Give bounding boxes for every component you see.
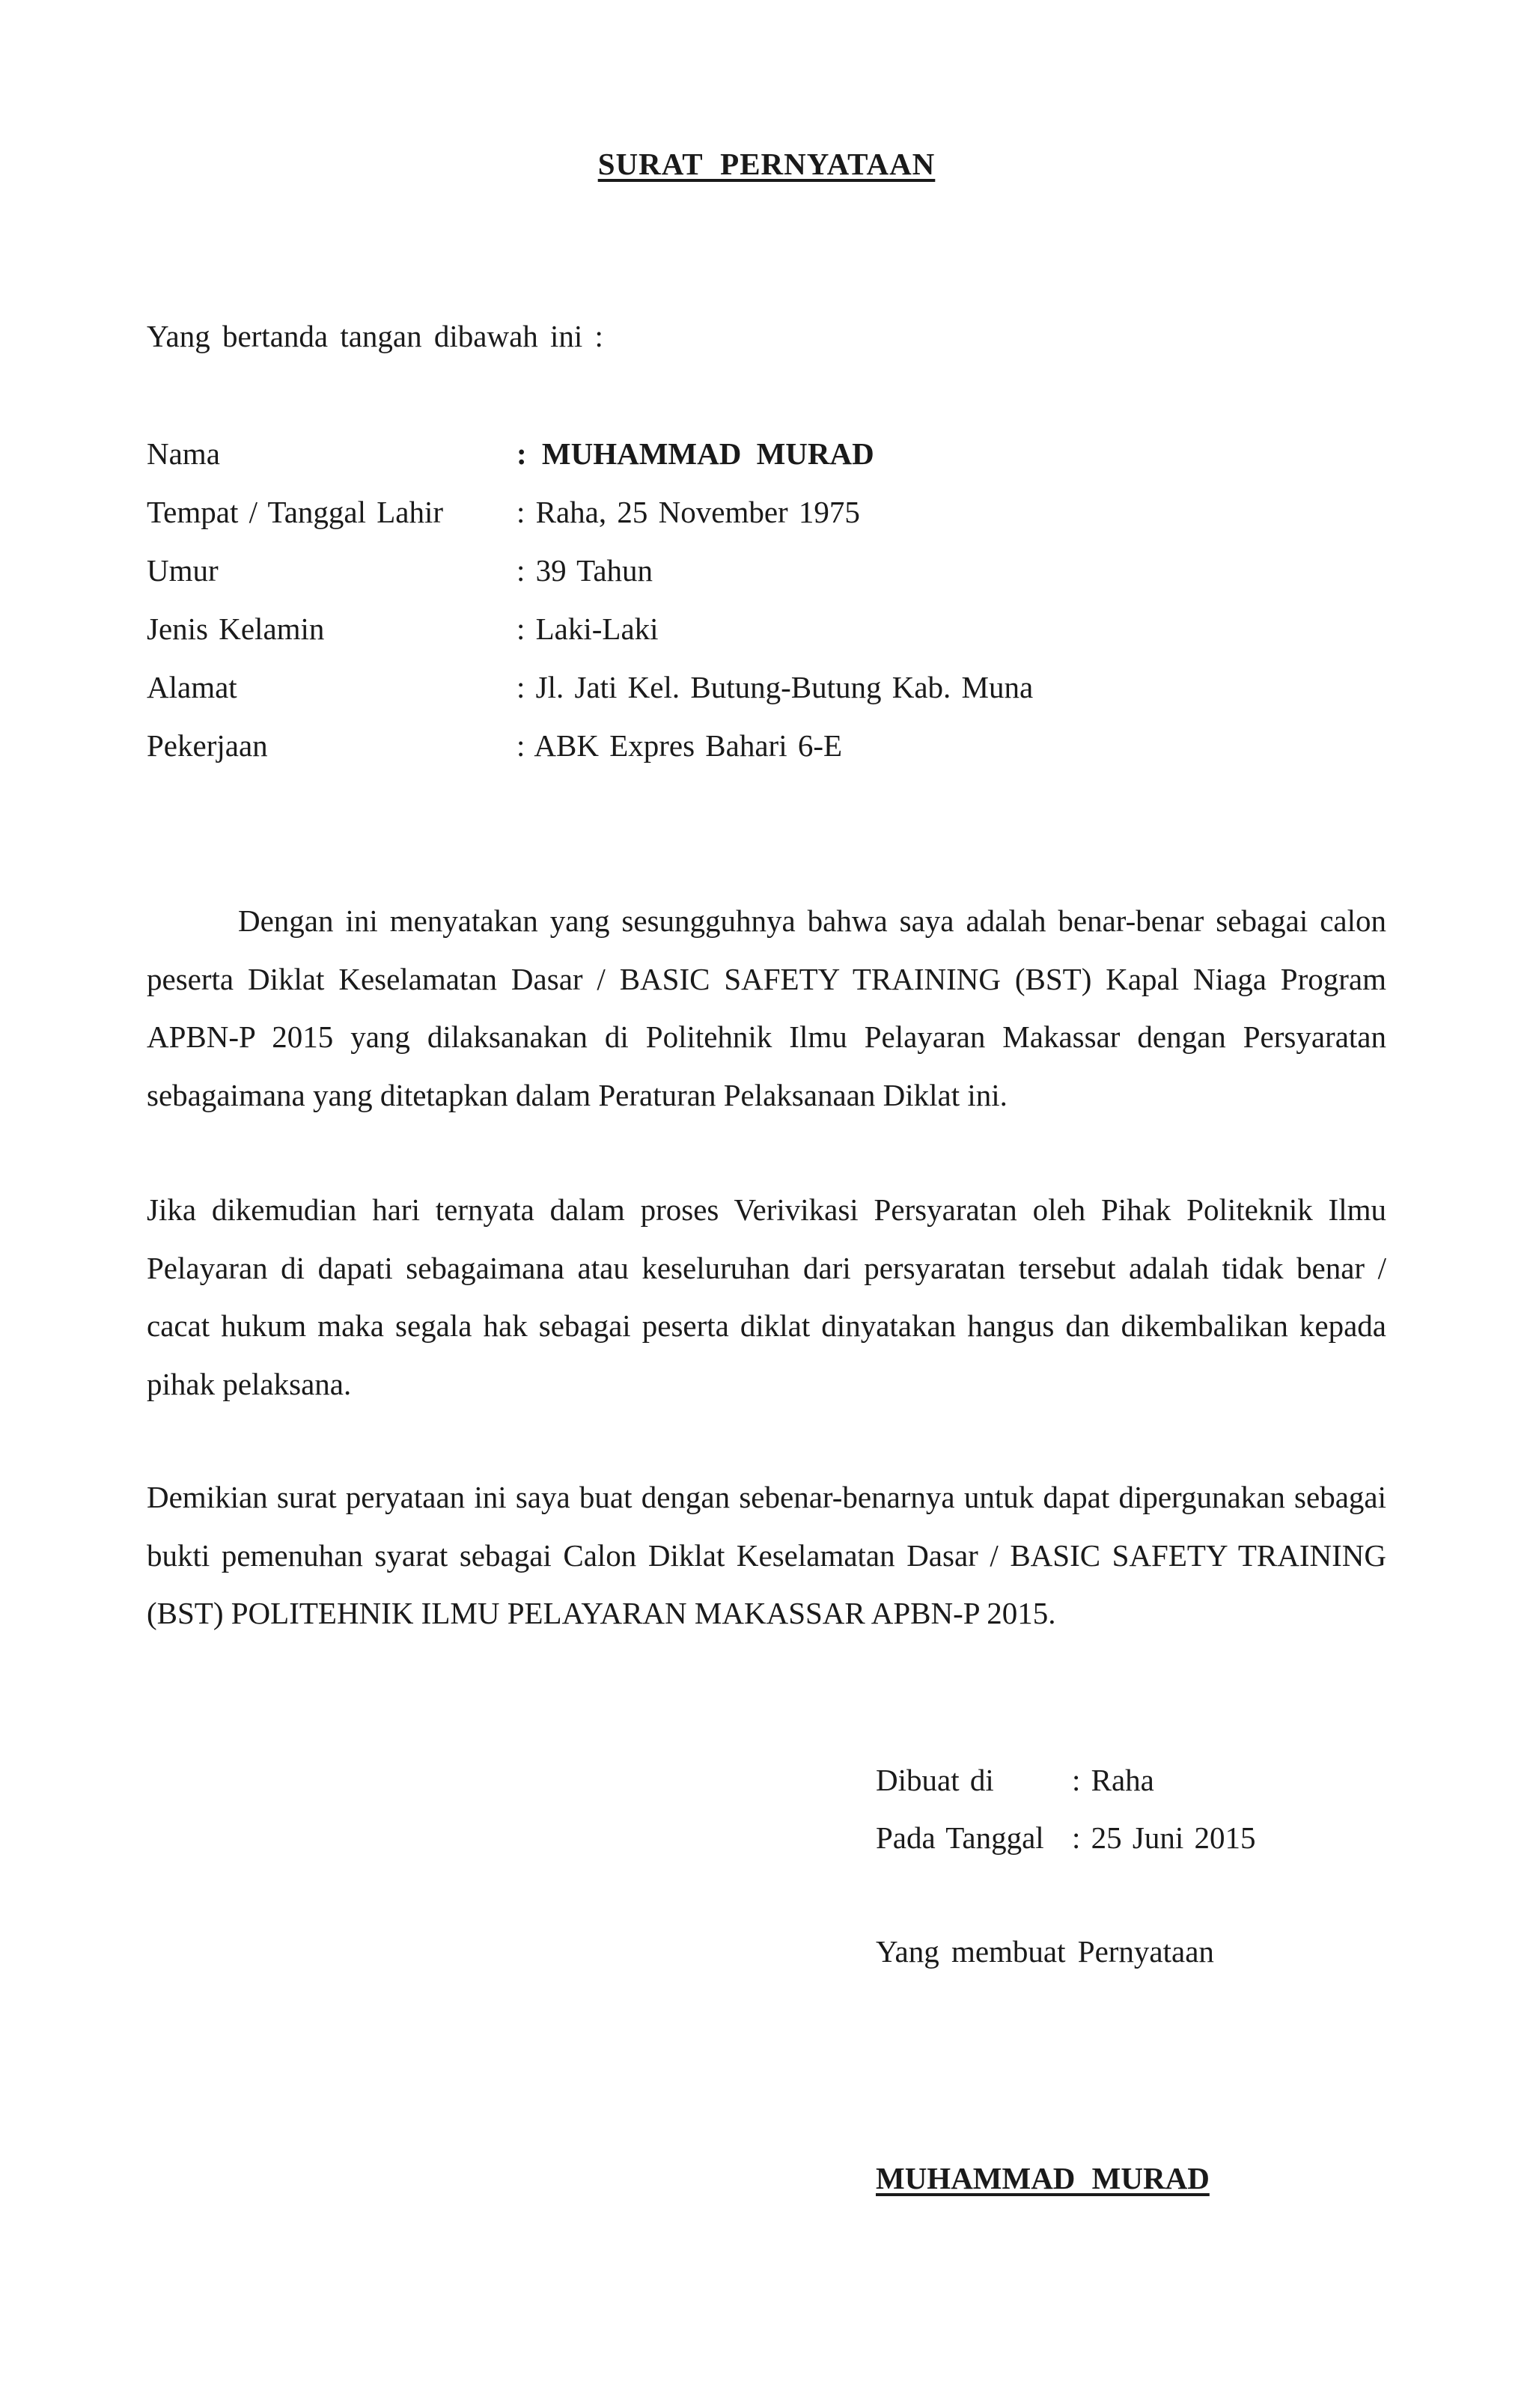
consequence-paragraph: Jika dikemudian hari ternyata dalam proses Verivikasi Persyaratan oleh Pihak Politeknik Ilmu Pelayaran di dapati sebagaimana atau keseluruhan dari persyaratan tersebut adalah tidak benar / cacat hukum maka segala hak sebagai peserta diklat dinyatakan hangus dan dikembalikan kepada pihak pelaksana. xyxy=(147,1192,1386,1401)
date-row xyxy=(876,1817,1400,1874)
place-date-block xyxy=(876,1759,1400,1874)
signer-name: MUHAMMAD MURAD xyxy=(876,2161,1210,2195)
identity-row-birth xyxy=(147,491,1120,549)
intro-text: Yang bertanda tangan dibawah ini : xyxy=(147,319,603,353)
document-title: SURAT PERNYATAAN xyxy=(597,147,936,181)
place-value: : Raha xyxy=(1072,1763,1154,1797)
identity-row-address xyxy=(147,666,1120,725)
maker-label: Yang membuat Pernyataan xyxy=(876,1934,1214,1969)
identity-row-age xyxy=(147,549,1120,608)
identity-value: : MUHAMMAD MURAD xyxy=(516,436,874,471)
closing-paragraph: Demikian surat peryataan ini saya buat dengan sebenar-benarnya untuk dapat dipergunakan sebagai bukti pemenuhan syarat sebagai Calon Diklat Keselamatan Dasar / BASIC SAFETY TRAINING (BST) POLITEHNIK ILMU PELAYARAN MAKASSAR APBN-P 2015. xyxy=(147,1480,1386,1630)
identity-row-gender xyxy=(147,608,1120,666)
identity-label: Umur xyxy=(147,553,219,588)
identity-label: Jenis Kelamin xyxy=(147,612,325,646)
identity-row-occupation xyxy=(147,725,1120,783)
date-value: : 25 Juni 2015 xyxy=(1072,1820,1256,1855)
identity-label: Nama xyxy=(147,436,220,471)
identity-row-name xyxy=(147,433,1120,491)
identity-value: : Jl. Jati Kel. Butung-Butung Kab. Muna xyxy=(516,670,1034,704)
identity-label: Pekerjaan xyxy=(147,728,268,763)
date-label: Pada Tanggal xyxy=(876,1820,1044,1855)
identity-value: : Laki-Laki xyxy=(516,612,659,646)
identity-table xyxy=(147,433,1120,783)
identity-value: : ABK Expres Bahari 6-E xyxy=(516,728,843,763)
place-label: Dibuat di xyxy=(876,1763,994,1797)
statement-paragraph: Dengan ini menyatakan yang sesungguhnya bahwa saya adalah benar-benar sebagai calon peserta Diklat Keselamatan Dasar / BASIC SAFETY TRAINING (BST) Kapal Niaga Program APBN-P 2015 yang dilaksanakan di Politehnik Ilmu Pelayaran Makassar dengan Persyaratan sebagaimana yang ditetapkan dalam Peraturan Pelaksanaan Diklat ini. xyxy=(147,903,1386,1112)
identity-value: : Raha, 25 November 1975 xyxy=(516,495,860,529)
place-row xyxy=(876,1759,1400,1817)
identity-value: : 39 Tahun xyxy=(516,553,653,588)
identity-label: Tempat / Tanggal Lahir xyxy=(147,495,444,529)
identity-label: Alamat xyxy=(147,670,237,704)
